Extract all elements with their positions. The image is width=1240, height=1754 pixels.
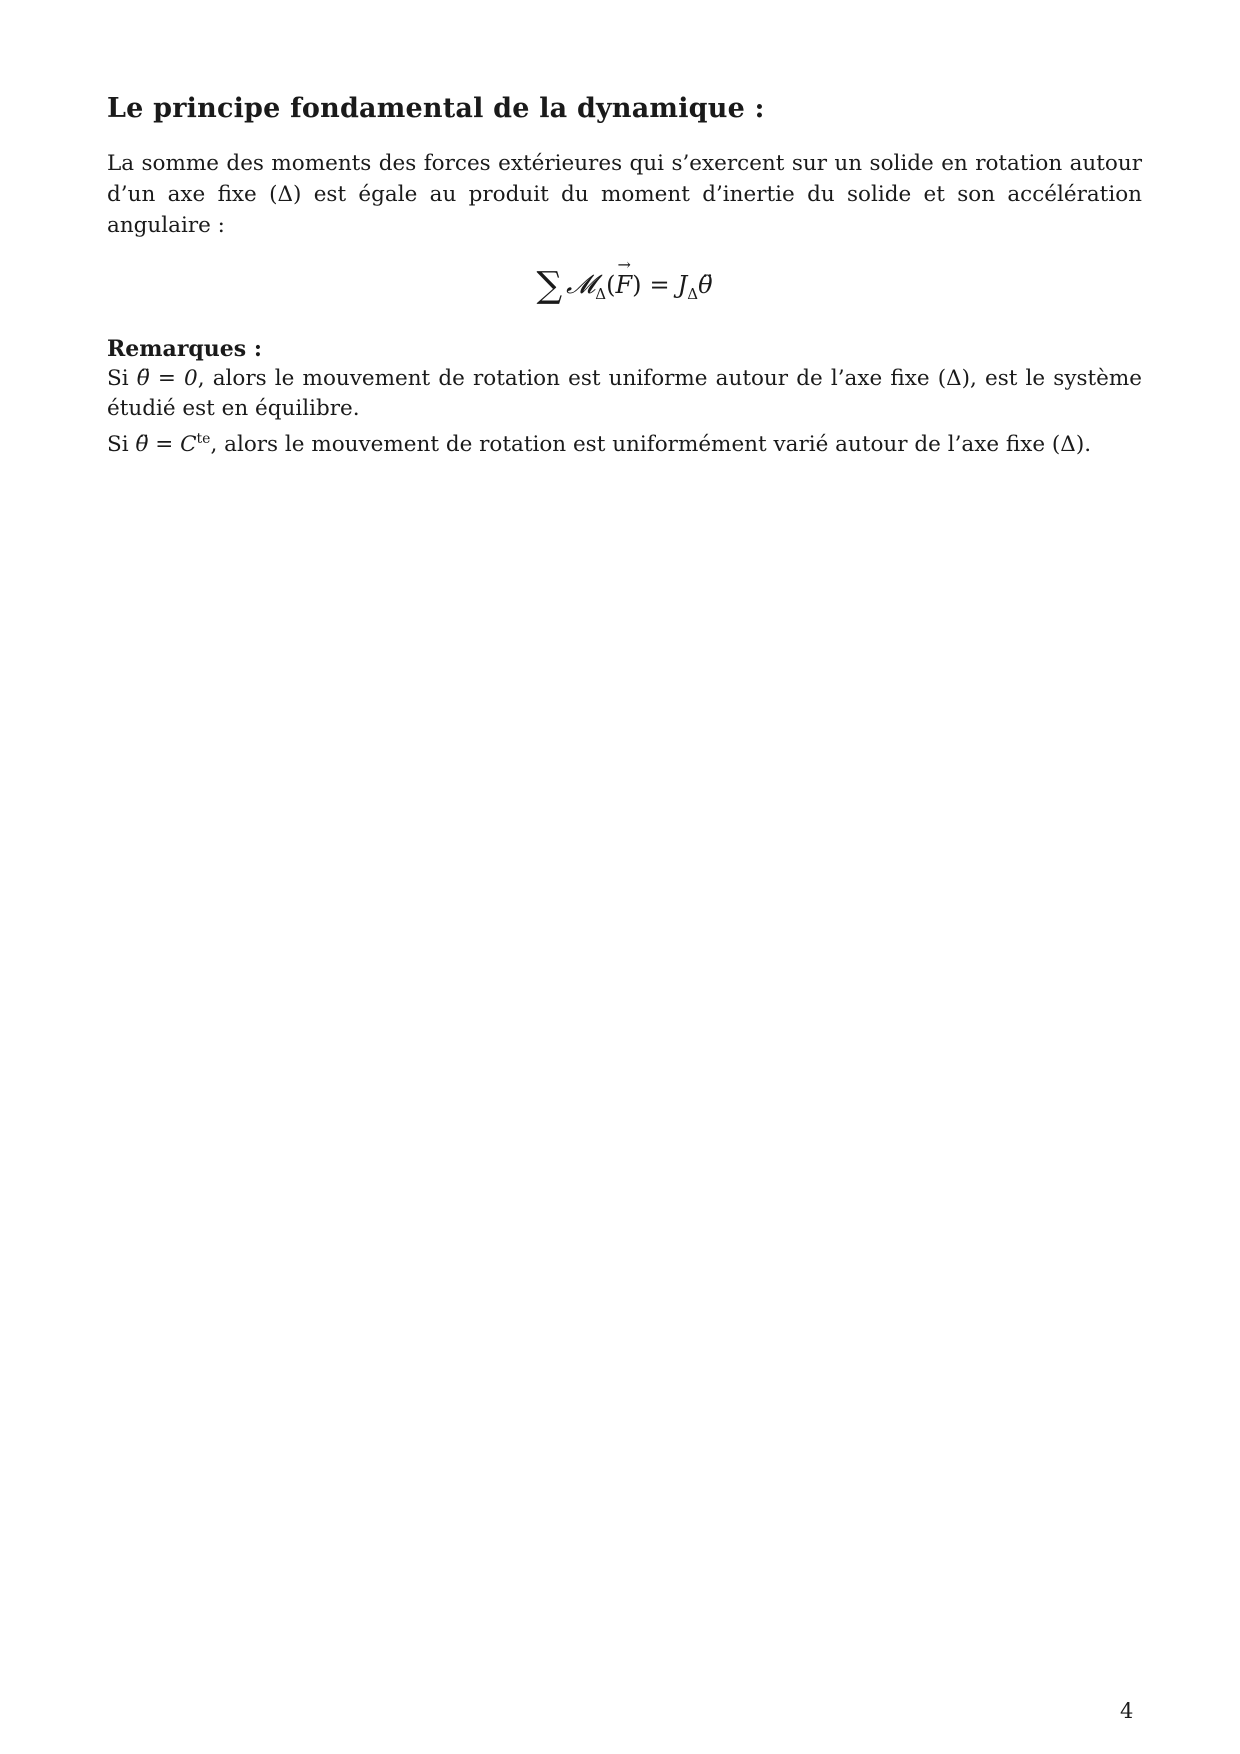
sum-symbol: ∑ — [536, 265, 563, 306]
remark-math: θ̈ = 0 — [136, 365, 198, 391]
inertia-subscript: Δ — [687, 284, 699, 303]
fundamental-equation — [107, 263, 1142, 316]
angular-acceleration: θ̈ — [698, 271, 713, 299]
moment-subscript: Δ — [595, 284, 607, 303]
remarks-title: Remarques : — [107, 335, 262, 362]
section-title: Le principe fondamental de la dynamique : — [107, 93, 765, 124]
principle-paragraph: La somme des moments des forces extérieures qui s’exercent sur un solide en rotation autour d’un axe fixe (Δ) est égale au produit du moment d’inertie du solide et son accélération angulaire : — [107, 151, 1142, 238]
inertia-symbol: J — [677, 271, 688, 299]
remark-text: , alors le mouvement de rotation est uniformément varié autour de l’axe fixe (Δ). — [210, 431, 1092, 457]
remark-item — [107, 424, 1142, 460]
remark-prefix: Si — [107, 431, 136, 457]
remark-superscript: te — [196, 430, 211, 447]
remark-item — [107, 364, 1142, 424]
page-number: 4 — [1120, 1699, 1134, 1723]
remark-math: θ̈ = C — [135, 431, 197, 457]
page-content — [107, 92, 1142, 460]
force-vector: → F — [615, 263, 632, 307]
remark-prefix: Si — [107, 365, 137, 391]
open-paren: ( — [606, 271, 616, 299]
equals-sign: = — [649, 271, 670, 299]
close-paren: ) — [632, 271, 642, 299]
remark-text: , alors le mouvement de rotation est uniforme autour de l’axe fixe (Δ), est le système étudié est en équilibre. — [107, 365, 1142, 421]
moment-symbol: 𝓜 — [566, 270, 596, 300]
